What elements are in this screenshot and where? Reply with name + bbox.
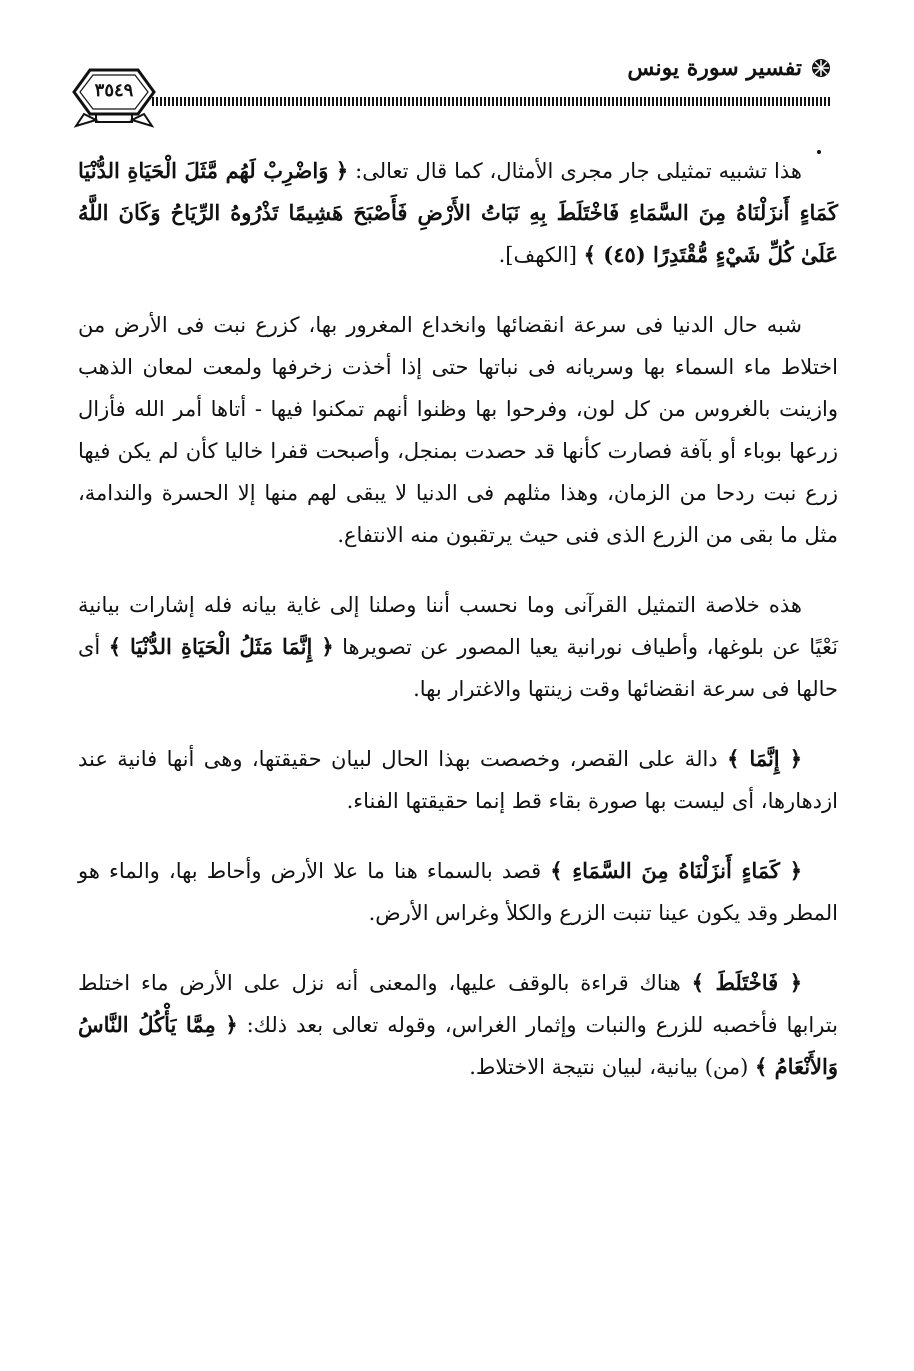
paragraph-2-text: شبه حال الدنيا فى سرعة انقضائها وانخداع المغرور بها، كزرع نبت فى الأرض من اختلاط ماء السماء بها وسريانه فى نباتها حتى إذا أخذت زخرفها ولمعت لمعان الذهب وازينت بالغروس من كل لون، وفرحوا بها وظنوا أنهم تمكنوا فيها - أتاها أمر الله فأزال زرعها بوباء أو بآفة فصارت كأنها قد حصدت بمنجل، وأصبحت قفرا خاليا كأن لم يكن فيها زرع نبت ردحا من الزمان، وهذا مثلهم فى الدنيا لا يبقى لهم منها إلا الحسرة والندامة، مثل ما بقى من الزرع الذى فنى حيث يرتقبون منه الانتفاع. xyxy=(78,313,838,547)
quran-verse-innama: ﴿ إِنَّمَا ﴾ xyxy=(727,746,802,771)
quran-verse-kamain: ﴿ كَمَاءٍ أَنزَلْنَاهُ مِنَ السَّمَاءِ ﴾ xyxy=(550,858,803,883)
paragraph-4 xyxy=(78,738,838,822)
page-header xyxy=(0,0,914,140)
quran-verse-kahf: ﴿ وَاضْرِبْ لَهُم مَّثَلَ الْحَيَاةِ الدُّنْيَا كَمَاءٍ أَنزَلْنَاهُ مِنَ السَّمَاءِ فَاخْتَلَطَ بِهِ نَبَاتُ الأَرْضِ فَأَصْبَحَ هَشِيمًا تَذْرُوهُ الرِّيَاحُ وَكَانَ اللَّهُ عَلَىٰ كُلِّ شَيْءٍ مُّقْتَدِرًا (٤٥) ﴾ xyxy=(78,158,838,267)
paragraph-5-tail: قصد بالسماء هنا ما علا الأرض وأحاط بها، والماء هو المطر وقد يكون عينا تنبت الزرع والكلأ وغراس الأرض. xyxy=(78,859,838,925)
quran-verse-fakhtalata: ﴿ فَاخْتَلَطَ ﴾ xyxy=(691,970,803,995)
paragraph-3 xyxy=(78,584,838,710)
paragraph-1-tail: [الكهف]. xyxy=(498,243,577,267)
page-body xyxy=(78,150,838,1116)
paragraph-4-tail: دالة على القصر، وخصصت بهذا الحال لبيان حقيقتها، وهى أنها فانية عند ازدهارها، أى ليست بها صورة بقاء قط إنما حقيقتها الفناء. xyxy=(78,747,838,813)
paragraph-6 xyxy=(78,962,838,1088)
paragraph-5 xyxy=(78,850,838,934)
paragraph-3-intro: هذه خلاصة التمثيل القرآنى وما نحسب أننا وصلنا إلى غاية بيانه فله إشارات بيانية نَعْيًا عن بلوغها، وأطياف نورانية يعيا المصور عن تصويرها xyxy=(78,593,838,659)
quran-verse-mimma-yakul: ﴿ مِمَّا يَأْكُلُ النَّاسُ وَالأَنْعَامُ ﴾ xyxy=(78,1012,838,1079)
paragraph-6-tail: هناك قراءة بالوقف عليها، والمعنى أنه نزل على الأرض ماء اختلط بترابها فأخصبه للزرع والنبات وإثمار الغراس، وقوله تعالى بعد ذلك: xyxy=(78,971,838,1037)
page-number: ٣٥٤٩ xyxy=(94,80,134,101)
ornament-icon xyxy=(810,57,832,79)
paragraph-2 xyxy=(78,304,838,556)
paragraph-6-tail-2: (من) بيانية، لبيان نتيجة الاختلاط. xyxy=(469,1055,749,1079)
paragraph-3-tail: أى حالها فى سرعة انقضائها وقت زينتها والاغترار بها. xyxy=(78,635,838,701)
paragraph-1 xyxy=(78,150,838,276)
quran-verse-innama-mathal: ﴿ إِنَّمَا مَثَلُ الْحَيَاةِ الدُّنْيَا ﴾ xyxy=(108,634,334,659)
paragraph-1-intro: هذا تشبيه تمثيلى جار مجرى الأمثال، كما قال تعالى: xyxy=(355,159,802,183)
header-rule xyxy=(152,97,832,106)
surah-title: تفسير سورة يونس xyxy=(627,55,802,81)
